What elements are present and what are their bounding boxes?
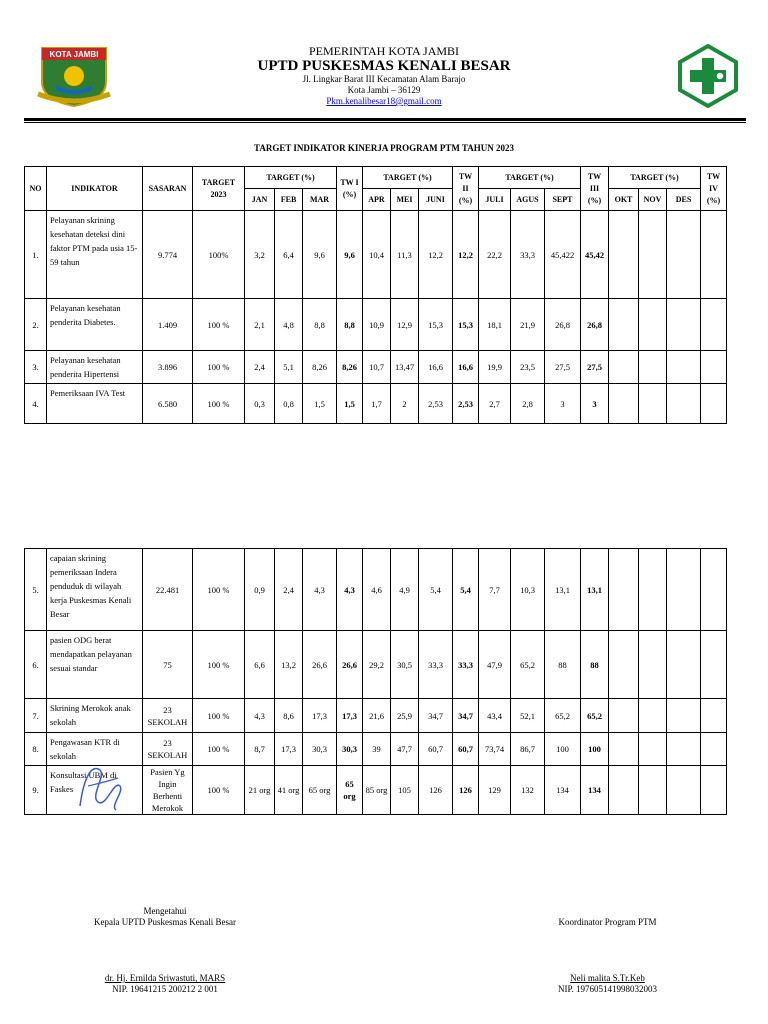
cell-empty bbox=[701, 299, 727, 351]
col-mar: MAR bbox=[303, 189, 337, 211]
cell-target: 100% bbox=[193, 211, 245, 299]
cell-empty bbox=[639, 384, 667, 424]
cell-jan: 4,3 bbox=[245, 699, 275, 733]
cell-juni: 15,3 bbox=[419, 299, 453, 351]
right-sign-nip: NIP. 197605141998032003 bbox=[557, 984, 657, 994]
cell-apr: 10,7 bbox=[363, 351, 391, 384]
cell-sept: 134 bbox=[545, 766, 581, 815]
cell-apr: 39 bbox=[363, 733, 391, 766]
cell-tw2: 5,4 bbox=[453, 549, 479, 631]
cell-tw1: 30,3 bbox=[337, 733, 363, 766]
cell-tw2: 60,7 bbox=[453, 733, 479, 766]
cell-sept: 3 bbox=[545, 384, 581, 424]
table-row bbox=[25, 299, 727, 351]
cell-sasaran: 3.896 bbox=[143, 351, 193, 384]
cell-empty bbox=[701, 631, 727, 699]
signature-scribble-icon bbox=[70, 756, 130, 816]
cell-apr: 4,6 bbox=[363, 549, 391, 631]
col-juli: JULI bbox=[479, 189, 511, 211]
cell-empty bbox=[667, 384, 701, 424]
cell-empty bbox=[639, 766, 667, 815]
cell-mar: 17,3 bbox=[303, 699, 337, 733]
right-signature-block bbox=[520, 917, 695, 995]
cell-jan: 6,6 bbox=[245, 631, 275, 699]
col-okt: OKT bbox=[609, 189, 639, 211]
letterhead bbox=[0, 0, 768, 124]
cell-juni: 34,7 bbox=[419, 699, 453, 733]
cell-empty bbox=[609, 299, 639, 351]
cell-sasaran: 23 SEKOLAH bbox=[143, 733, 193, 766]
cell-juni: 16,6 bbox=[419, 351, 453, 384]
table-body-part-1 bbox=[25, 211, 727, 424]
email-link[interactable]: Pkm.kenalibesar18@gmail.com bbox=[326, 96, 442, 106]
cell-tw3: 65,2 bbox=[581, 699, 609, 733]
cell-tw1: 1,5 bbox=[337, 384, 363, 424]
left-sign-title: Kepala UPTD Puskesmas Kenali Besar bbox=[94, 917, 236, 927]
cell-empty bbox=[701, 211, 727, 299]
cell-no: 8. bbox=[25, 733, 47, 766]
cell-empty bbox=[639, 211, 667, 299]
cell-target: 100 % bbox=[193, 384, 245, 424]
cell-no: 1. bbox=[25, 211, 47, 299]
cell-empty bbox=[639, 299, 667, 351]
cell-tw3: 45,42 bbox=[581, 211, 609, 299]
cell-tw2: 16,6 bbox=[453, 351, 479, 384]
cell-mar: 30,3 bbox=[303, 733, 337, 766]
cell-empty bbox=[609, 766, 639, 815]
cell-indikator: Pelayanan kesehatan penderita Diabetes. bbox=[47, 299, 143, 351]
cell-agus: 21,9 bbox=[511, 299, 545, 351]
col-sasaran: SASARAN bbox=[143, 167, 193, 211]
target-table-part-1 bbox=[24, 166, 727, 424]
cell-tw1: 4,3 bbox=[337, 549, 363, 631]
cell-agus: 10,3 bbox=[511, 549, 545, 631]
cell-sasaran: 22.481 bbox=[143, 549, 193, 631]
cell-feb: 8,6 bbox=[275, 699, 303, 733]
cell-no: 7. bbox=[25, 699, 47, 733]
cell-empty bbox=[667, 549, 701, 631]
col-juni: JUNI bbox=[419, 189, 453, 211]
cell-empty bbox=[639, 631, 667, 699]
cell-target: 100 % bbox=[193, 766, 245, 815]
cell-target: 100 % bbox=[193, 733, 245, 766]
cell-tw1: 8,26 bbox=[337, 351, 363, 384]
col-tw2: TW II (%) bbox=[453, 167, 479, 211]
cell-sept: 100 bbox=[545, 733, 581, 766]
cell-no: 9. bbox=[25, 766, 47, 815]
cell-empty bbox=[701, 766, 727, 815]
cell-sept: 13,1 bbox=[545, 549, 581, 631]
col-target-q3: TARGET (%) bbox=[479, 167, 581, 189]
cell-tw1: 26,6 bbox=[337, 631, 363, 699]
cell-juli: 18,1 bbox=[479, 299, 511, 351]
col-indikator: INDIKATOR bbox=[47, 167, 143, 211]
cell-empty bbox=[701, 351, 727, 384]
cell-no: 5. bbox=[25, 549, 47, 631]
cell-mei: 2 bbox=[391, 384, 419, 424]
cell-mei: 13,47 bbox=[391, 351, 419, 384]
cell-mei: 105 bbox=[391, 766, 419, 815]
cell-empty bbox=[609, 733, 639, 766]
left-sign-label: Mengetahui bbox=[143, 906, 187, 916]
cell-agus: 65,2 bbox=[511, 631, 545, 699]
cell-target: 100 % bbox=[193, 631, 245, 699]
document-title: TARGET INDIKATOR KINERJA PROGRAM PTM TAHUN 2023 bbox=[253, 143, 515, 153]
cell-apr: 21,6 bbox=[363, 699, 391, 733]
cell-jan: 0,9 bbox=[245, 549, 275, 631]
cell-mar: 65 org bbox=[303, 766, 337, 815]
cell-empty bbox=[667, 733, 701, 766]
right-sign-name: Neli malita S.Tr.Keb bbox=[570, 973, 645, 983]
puskesmas-cross-icon bbox=[678, 44, 738, 108]
cell-no: 4. bbox=[25, 384, 47, 424]
cell-sasaran: Pasien Yg Ingin Berhenti Merokok bbox=[143, 766, 193, 815]
cell-empty bbox=[701, 549, 727, 631]
cell-sasaran: 9.774 bbox=[143, 211, 193, 299]
cell-tw2: 126 bbox=[453, 766, 479, 815]
cell-tw1: 65 org bbox=[337, 766, 363, 815]
cell-apr: 10,4 bbox=[363, 211, 391, 299]
cell-empty bbox=[667, 299, 701, 351]
cell-empty bbox=[667, 631, 701, 699]
col-apr: APR bbox=[363, 189, 391, 211]
col-target-q4: TARGET (%) bbox=[609, 167, 701, 189]
cell-juli: 73,74 bbox=[479, 733, 511, 766]
cell-juli: 19,9 bbox=[479, 351, 511, 384]
table-row bbox=[25, 211, 727, 299]
cell-mar: 8,8 bbox=[303, 299, 337, 351]
cell-mar: 4,3 bbox=[303, 549, 337, 631]
cell-agus: 23,5 bbox=[511, 351, 545, 384]
cell-empty bbox=[639, 351, 667, 384]
cell-mar: 1,5 bbox=[303, 384, 337, 424]
col-nov: NOV bbox=[639, 189, 667, 211]
cell-juni: 12,2 bbox=[419, 211, 453, 299]
cell-juni: 5,4 bbox=[419, 549, 453, 631]
cell-empty bbox=[667, 766, 701, 815]
col-jan: JAN bbox=[245, 189, 275, 211]
cell-tw2: 34,7 bbox=[453, 699, 479, 733]
cell-tw3: 3 bbox=[581, 384, 609, 424]
cell-juni: 126 bbox=[419, 766, 453, 815]
cell-feb: 41 org bbox=[275, 766, 303, 815]
cell-juli: 7,7 bbox=[479, 549, 511, 631]
cell-mar: 9,6 bbox=[303, 211, 337, 299]
table-row bbox=[25, 631, 727, 699]
cell-target: 100 % bbox=[193, 549, 245, 631]
cell-apr: 29,2 bbox=[363, 631, 391, 699]
col-tw1: TW I (%) bbox=[337, 167, 363, 211]
table-row bbox=[25, 549, 727, 631]
cell-sasaran: 75 bbox=[143, 631, 193, 699]
cell-sept: 88 bbox=[545, 631, 581, 699]
col-no: NO bbox=[25, 167, 47, 211]
cell-tw1: 8,8 bbox=[337, 299, 363, 351]
cell-feb: 2,4 bbox=[275, 549, 303, 631]
cell-agus: 86,7 bbox=[511, 733, 545, 766]
cell-sept: 27,5 bbox=[545, 351, 581, 384]
col-target-2023: TARGET 2023 bbox=[193, 167, 245, 211]
institution-name: UPTD PUSKESMAS KENALI BESAR bbox=[257, 58, 511, 74]
cell-apr: 85 org bbox=[363, 766, 391, 815]
cell-empty bbox=[639, 549, 667, 631]
left-signature-block bbox=[60, 906, 270, 995]
cell-empty bbox=[609, 699, 639, 733]
cell-no: 2. bbox=[25, 299, 47, 351]
col-feb: FEB bbox=[275, 189, 303, 211]
cell-juli: 129 bbox=[479, 766, 511, 815]
address-city: Kota Jambi – 36129 bbox=[347, 85, 421, 95]
cell-indikator: Pelayanan kesehatan penderita Hipertensi bbox=[47, 351, 143, 384]
cell-agus: 52,1 bbox=[511, 699, 545, 733]
cell-empty bbox=[701, 384, 727, 424]
cell-sasaran: 23 SEKOLAH bbox=[143, 699, 193, 733]
cell-empty bbox=[667, 351, 701, 384]
cell-jan: 0,3 bbox=[245, 384, 275, 424]
cell-mei: 25,9 bbox=[391, 699, 419, 733]
header-rule-thin bbox=[24, 122, 746, 123]
cell-empty bbox=[667, 211, 701, 299]
cell-jan: 2,1 bbox=[245, 299, 275, 351]
cell-sept: 45,422 bbox=[545, 211, 581, 299]
cell-no: 6. bbox=[25, 631, 47, 699]
cell-agus: 132 bbox=[511, 766, 545, 815]
cell-sept: 65,2 bbox=[545, 699, 581, 733]
cell-apr: 1,7 bbox=[363, 384, 391, 424]
cell-empty bbox=[639, 699, 667, 733]
cell-indikator: Konsultasi UBM di Faskes bbox=[47, 766, 143, 815]
address-street: Jl. Lingkar Barat III Kecamatan Alam Barajo bbox=[302, 74, 466, 84]
cell-indikator: Pemeriksaan IVA Test bbox=[47, 384, 143, 424]
cell-no: 3. bbox=[25, 351, 47, 384]
cell-tw1: 17,3 bbox=[337, 699, 363, 733]
cell-indikator: Pengawasan KTR di sekolah bbox=[47, 733, 143, 766]
table-row bbox=[25, 699, 727, 733]
cell-mei: 4,9 bbox=[391, 549, 419, 631]
cell-indikator: Pelayanan skrining kesehatan deteksi dini faktor PTM pada usia 15-59 tahun bbox=[47, 211, 143, 299]
cell-tw3: 134 bbox=[581, 766, 609, 815]
cell-tw2: 15,3 bbox=[453, 299, 479, 351]
cell-sept: 26,8 bbox=[545, 299, 581, 351]
table-row bbox=[25, 384, 727, 424]
cell-empty bbox=[609, 384, 639, 424]
left-sign-name: dr. Hj. Ernilda Sriwastuti, MARS bbox=[104, 973, 226, 983]
cell-apr: 10,9 bbox=[363, 299, 391, 351]
cell-empty bbox=[667, 699, 701, 733]
cell-juli: 47,9 bbox=[479, 631, 511, 699]
cell-tw3: 88 bbox=[581, 631, 609, 699]
cell-feb: 17,3 bbox=[275, 733, 303, 766]
cell-sasaran: 6.580 bbox=[143, 384, 193, 424]
cell-empty bbox=[609, 351, 639, 384]
cell-empty bbox=[609, 549, 639, 631]
cell-agus: 2,8 bbox=[511, 384, 545, 424]
cell-tw3: 26,8 bbox=[581, 299, 609, 351]
col-tw4: TW IV (%) bbox=[701, 167, 727, 211]
col-des: DES bbox=[667, 189, 701, 211]
header-rule bbox=[24, 118, 746, 121]
cell-target: 100 % bbox=[193, 351, 245, 384]
cell-jan: 3,2 bbox=[245, 211, 275, 299]
cell-jan: 21 org bbox=[245, 766, 275, 815]
logo-left-text: KOTA JAMBI bbox=[49, 50, 99, 59]
cell-feb: 0,8 bbox=[275, 384, 303, 424]
col-mei: MEI bbox=[391, 189, 419, 211]
cell-tw3: 27,5 bbox=[581, 351, 609, 384]
col-target-q1: TARGET (%) bbox=[245, 167, 337, 189]
cell-target: 100 % bbox=[193, 699, 245, 733]
cell-juni: 33,3 bbox=[419, 631, 453, 699]
left-sign-nip: NIP. 19641215 200212 2 001 bbox=[112, 984, 218, 994]
cell-empty bbox=[639, 733, 667, 766]
cell-sasaran: 1.409 bbox=[143, 299, 193, 351]
cell-mei: 47,7 bbox=[391, 733, 419, 766]
table-row bbox=[25, 351, 727, 384]
cell-jan: 2,4 bbox=[245, 351, 275, 384]
cell-mei: 30,5 bbox=[391, 631, 419, 699]
cell-feb: 4,8 bbox=[275, 299, 303, 351]
cell-feb: 5,1 bbox=[275, 351, 303, 384]
cell-juli: 2,7 bbox=[479, 384, 511, 424]
cell-feb: 6,4 bbox=[275, 211, 303, 299]
right-sign-title: Koordinator Program PTM bbox=[558, 917, 657, 927]
cell-juli: 43,4 bbox=[479, 699, 511, 733]
cell-juni: 60,7 bbox=[419, 733, 453, 766]
cell-feb: 13,2 bbox=[275, 631, 303, 699]
cell-tw2: 2,53 bbox=[453, 384, 479, 424]
cell-indikator: Skrining Merokok anak sekolah bbox=[47, 699, 143, 733]
cell-tw2: 12,2 bbox=[453, 211, 479, 299]
cell-mei: 12,9 bbox=[391, 299, 419, 351]
cell-indikator: pasien ODG berat mendapatkan pelayanan sesuai standar bbox=[47, 631, 143, 699]
cell-tw3: 13,1 bbox=[581, 549, 609, 631]
cell-indikator: capaian skrining pemeriksaan Indera penduduk di wilayah kerja Puskesmas Kenali Besar bbox=[47, 549, 143, 631]
cell-empty bbox=[609, 211, 639, 299]
cell-empty bbox=[701, 699, 727, 733]
cell-empty bbox=[701, 733, 727, 766]
cell-juni: 2,53 bbox=[419, 384, 453, 424]
col-target-q2: TARGET (%) bbox=[363, 167, 453, 189]
gov-name: PEMERINTAH KOTA JAMBI bbox=[308, 44, 460, 58]
cell-mar: 8,26 bbox=[303, 351, 337, 384]
cell-agus: 33,3 bbox=[511, 211, 545, 299]
cell-jan: 8,7 bbox=[245, 733, 275, 766]
cell-empty bbox=[609, 631, 639, 699]
cell-mar: 26,6 bbox=[303, 631, 337, 699]
cell-mei: 11,3 bbox=[391, 211, 419, 299]
cell-target: 100 % bbox=[193, 299, 245, 351]
cell-tw1: 9,6 bbox=[337, 211, 363, 299]
col-agus: AGUS bbox=[511, 189, 545, 211]
col-tw3: TW III (%) bbox=[581, 167, 609, 211]
cell-tw2: 33,3 bbox=[453, 631, 479, 699]
cell-juli: 22,2 bbox=[479, 211, 511, 299]
cell-tw3: 100 bbox=[581, 733, 609, 766]
col-sept: SEPT bbox=[545, 189, 581, 211]
